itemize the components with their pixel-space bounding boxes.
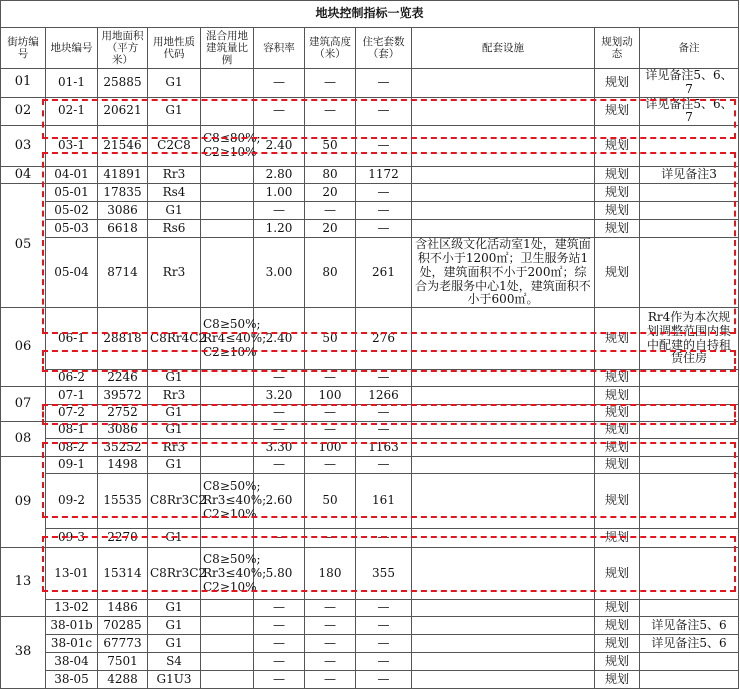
cell-status: 规划 (595, 457, 640, 474)
cell-facilities (412, 126, 595, 167)
table-row (1, 220, 739, 238)
cell-district: 09 (1, 457, 46, 548)
cell-note: 详见备注5、6 (640, 635, 739, 653)
cell-facilities (412, 422, 595, 439)
header-area: 用地面积（平方米） (98, 28, 148, 69)
table-row (1, 671, 739, 689)
cell-district: 38 (1, 617, 46, 689)
cell-note (640, 600, 739, 617)
cell-far: 3.20 (254, 387, 305, 405)
table-row (1, 202, 739, 220)
cell-status: 规划 (595, 167, 640, 184)
cell-area: 25885 (98, 69, 148, 98)
table-row (1, 405, 739, 422)
cell-note (640, 238, 739, 308)
cell-far: — (254, 69, 305, 98)
cell-far: — (254, 529, 305, 548)
cell-far: — (254, 370, 305, 387)
cell-area: 35252 (98, 439, 148, 457)
cell-parcel: 03-1 (46, 126, 98, 167)
cell-units: — (356, 457, 412, 474)
cell-district: 05 (1, 184, 46, 308)
cell-area: 3086 (98, 422, 148, 439)
cell-units: 355 (356, 548, 412, 600)
cell-units: — (356, 370, 412, 387)
cell-landuse: G1 (148, 69, 201, 98)
cell-height: — (305, 405, 356, 422)
cell-area: 7501 (98, 653, 148, 671)
cell-facilities (412, 474, 595, 529)
cell-parcel: 38-05 (46, 671, 98, 689)
cell-status: 规划 (595, 126, 640, 167)
cell-note (640, 457, 739, 474)
cell-mix: C8≥50%; Rr4≤40%; C2≥10% (201, 308, 254, 370)
cell-height: 20 (305, 220, 356, 238)
cell-status: 规划 (595, 405, 640, 422)
cell-landuse: G1 (148, 617, 201, 635)
cell-status: 规划 (595, 474, 640, 529)
cell-status: 规划 (595, 220, 640, 238)
cell-landuse: C8Rr4C2 (148, 308, 201, 370)
cell-height: — (305, 202, 356, 220)
cell-mix (201, 600, 254, 617)
cell-parcel: 09-1 (46, 457, 98, 474)
cell-units: — (356, 184, 412, 202)
cell-height: — (305, 617, 356, 635)
cell-height: — (305, 671, 356, 689)
cell-parcel: 38-01c (46, 635, 98, 653)
cell-units: — (356, 653, 412, 671)
header-parcel: 地块编号 (46, 28, 98, 69)
cell-note (640, 370, 739, 387)
cell-area: 2752 (98, 405, 148, 422)
cell-units: — (356, 635, 412, 653)
header-height: 建筑高度（米） (305, 28, 356, 69)
cell-status: 规划 (595, 529, 640, 548)
cell-landuse: G1 (148, 405, 201, 422)
cell-parcel: 08-2 (46, 439, 98, 457)
cell-mix (201, 97, 254, 126)
cell-status: 规划 (595, 202, 640, 220)
cell-facilities (412, 617, 595, 635)
cell-far: 5.80 (254, 548, 305, 600)
cell-area: 4288 (98, 671, 148, 689)
cell-district: 04 (1, 167, 46, 184)
header-district: 街坊编号 (1, 28, 46, 69)
table-row (1, 126, 739, 167)
cell-note (640, 548, 739, 600)
cell-status: 规划 (595, 439, 640, 457)
cell-mix (201, 238, 254, 308)
cell-facilities (412, 439, 595, 457)
cell-area: 39572 (98, 387, 148, 405)
cell-status: 规划 (595, 370, 640, 387)
cell-mix (201, 617, 254, 635)
cell-landuse: Rs6 (148, 220, 201, 238)
cell-parcel: 04-01 (46, 167, 98, 184)
cell-far: — (254, 617, 305, 635)
cell-units: — (356, 202, 412, 220)
cell-facilities (412, 653, 595, 671)
cell-note (640, 220, 739, 238)
cell-height: 50 (305, 474, 356, 529)
table-row (1, 370, 739, 387)
cell-parcel: 09-3 (46, 529, 98, 548)
cell-far: — (254, 635, 305, 653)
table-row (1, 635, 739, 653)
cell-far: — (254, 600, 305, 617)
cell-height: — (305, 653, 356, 671)
cell-parcel: 05-01 (46, 184, 98, 202)
cell-far: 2.40 (254, 308, 305, 370)
cell-parcel: 09-2 (46, 474, 98, 529)
cell-note (640, 184, 739, 202)
cell-parcel: 05-02 (46, 202, 98, 220)
cell-landuse: C8Rr3C2 (148, 548, 201, 600)
cell-mix (201, 220, 254, 238)
cell-note (640, 474, 739, 529)
cell-area: 1486 (98, 600, 148, 617)
cell-far: 1.00 (254, 184, 305, 202)
cell-far: 2.80 (254, 167, 305, 184)
cell-status: 规划 (595, 422, 640, 439)
cell-facilities (412, 457, 595, 474)
cell-mix (201, 635, 254, 653)
cell-units: 261 (356, 238, 412, 308)
cell-landuse: Rr3 (148, 439, 201, 457)
cell-far: — (254, 405, 305, 422)
cell-far: — (254, 202, 305, 220)
cell-status: 规划 (595, 69, 640, 98)
cell-height: — (305, 97, 356, 126)
cell-area: 8714 (98, 238, 148, 308)
table-row (1, 529, 739, 548)
cell-status: 规划 (595, 617, 640, 635)
cell-height: 100 (305, 439, 356, 457)
cell-landuse: G1 (148, 529, 201, 548)
cell-facilities (412, 97, 595, 126)
cell-facilities (412, 635, 595, 653)
cell-units: — (356, 600, 412, 617)
cell-landuse: G1 (148, 97, 201, 126)
cell-facilities: 含社区级文化活动室1处，建筑面积不小于1200㎡；卫生服务站1处，建筑面积不小于200㎡；综合为老服务中心1处，建筑面积不小于600㎡。 (412, 238, 595, 308)
cell-mix: C8≥50%; Rr3≤40%; C2≥10% (201, 548, 254, 600)
cell-height: 50 (305, 126, 356, 167)
cell-note (640, 439, 739, 457)
table-row (1, 167, 739, 184)
table-row (1, 97, 739, 126)
cell-mix (201, 529, 254, 548)
cell-mix (201, 69, 254, 98)
cell-units: — (356, 617, 412, 635)
cell-units: — (356, 529, 412, 548)
cell-status: 规划 (595, 600, 640, 617)
cell-units: — (356, 422, 412, 439)
cell-units: — (356, 69, 412, 98)
cell-landuse: C2C8 (148, 126, 201, 167)
cell-mix: C8≥50%; Rr3≤40%; C2≥10% (201, 474, 254, 529)
table-title: 地块控制指标一览表 (1, 1, 739, 28)
cell-landuse: G1 (148, 457, 201, 474)
cell-units: — (356, 671, 412, 689)
cell-area: 28818 (98, 308, 148, 370)
cell-facilities (412, 167, 595, 184)
cell-mix (201, 439, 254, 457)
cell-far: — (254, 97, 305, 126)
cell-mix (201, 184, 254, 202)
cell-district: 13 (1, 548, 46, 617)
cell-landuse: Rr3 (148, 387, 201, 405)
cell-parcel: 08-1 (46, 422, 98, 439)
table-row (1, 600, 739, 617)
cell-far: — (254, 671, 305, 689)
header-note: 备注 (640, 28, 739, 69)
cell-facilities (412, 308, 595, 370)
cell-far: — (254, 653, 305, 671)
cell-height: — (305, 69, 356, 98)
cell-status: 规划 (595, 548, 640, 600)
cell-parcel: 05-03 (46, 220, 98, 238)
cell-parcel: 06-2 (46, 370, 98, 387)
cell-landuse: S4 (148, 653, 201, 671)
cell-far: — (254, 422, 305, 439)
cell-height: — (305, 370, 356, 387)
cell-parcel: 38-04 (46, 653, 98, 671)
table-row (1, 422, 739, 439)
cell-facilities (412, 202, 595, 220)
header-status: 规划动态 (595, 28, 640, 69)
cell-facilities (412, 529, 595, 548)
cell-note (640, 529, 739, 548)
cell-units: — (356, 126, 412, 167)
cell-height: 80 (305, 167, 356, 184)
cell-area: 70285 (98, 617, 148, 635)
header-units: 住宅套数（套） (356, 28, 412, 69)
cell-mix (201, 405, 254, 422)
cell-mix (201, 370, 254, 387)
cell-units: 1266 (356, 387, 412, 405)
cell-status: 规划 (595, 238, 640, 308)
table-row (1, 69, 739, 98)
cell-height: — (305, 529, 356, 548)
cell-note (640, 653, 739, 671)
cell-facilities (412, 387, 595, 405)
cell-height: — (305, 635, 356, 653)
cell-units: — (356, 405, 412, 422)
table-row (1, 653, 739, 671)
cell-note (640, 405, 739, 422)
cell-height: 80 (305, 238, 356, 308)
cell-height: 100 (305, 387, 356, 405)
cell-mix: C8≤80%; C2≥10% (201, 126, 254, 167)
cell-district: 08 (1, 422, 46, 457)
cell-note: 详见备注5、6、7 (640, 69, 739, 98)
cell-area: 3086 (98, 202, 148, 220)
cell-height: 180 (305, 548, 356, 600)
cell-far: 3.00 (254, 238, 305, 308)
cell-mix (201, 457, 254, 474)
cell-far: 2.60 (254, 474, 305, 529)
cell-note (640, 671, 739, 689)
cell-status: 规划 (595, 184, 640, 202)
cell-height: 50 (305, 308, 356, 370)
cell-facilities (412, 405, 595, 422)
cell-district: 07 (1, 387, 46, 422)
cell-area: 2270 (98, 529, 148, 548)
cell-parcel: 13-02 (46, 600, 98, 617)
header-landuse: 用地性质代码 (148, 28, 201, 69)
cell-mix (201, 671, 254, 689)
cell-area: 67773 (98, 635, 148, 653)
cell-landuse: Rr3 (148, 238, 201, 308)
table-row (1, 387, 739, 405)
cell-status: 规划 (595, 671, 640, 689)
cell-facilities (412, 671, 595, 689)
cell-units: 161 (356, 474, 412, 529)
cell-area: 41891 (98, 167, 148, 184)
cell-units: 1163 (356, 439, 412, 457)
table-row (1, 457, 739, 474)
cell-note: 详见备注5、6 (640, 617, 739, 635)
cell-parcel: 02-1 (46, 97, 98, 126)
cell-landuse: G1 (148, 635, 201, 653)
cell-mix (201, 422, 254, 439)
cell-area: 2246 (98, 370, 148, 387)
cell-far: 1.20 (254, 220, 305, 238)
cell-area: 1498 (98, 457, 148, 474)
cell-landuse: Rs4 (148, 184, 201, 202)
cell-height: — (305, 457, 356, 474)
header-facilities: 配套设施 (412, 28, 595, 69)
cell-area: 21546 (98, 126, 148, 167)
cell-status: 规划 (595, 97, 640, 126)
table-row (1, 238, 739, 308)
cell-mix (201, 167, 254, 184)
cell-far: 3.30 (254, 439, 305, 457)
cell-note (640, 422, 739, 439)
cell-facilities (412, 184, 595, 202)
header-row (1, 28, 739, 69)
table-row (1, 474, 739, 529)
cell-parcel: 05-04 (46, 238, 98, 308)
cell-status: 规划 (595, 653, 640, 671)
cell-note: Rr4作为本次规划调整范围内集中配建的自持租赁住房 (640, 308, 739, 370)
cell-landuse: Rr3 (148, 167, 201, 184)
cell-area: 20621 (98, 97, 148, 126)
cell-status: 规划 (595, 635, 640, 653)
cell-note (640, 202, 739, 220)
cell-parcel: 38-01b (46, 617, 98, 635)
cell-units: 1172 (356, 167, 412, 184)
cell-mix (201, 202, 254, 220)
cell-height: — (305, 600, 356, 617)
cell-far: — (254, 457, 305, 474)
cell-height: — (305, 422, 356, 439)
cell-facilities (412, 600, 595, 617)
cell-parcel: 07-2 (46, 405, 98, 422)
cell-facilities (412, 69, 595, 98)
cell-far: 2.40 (254, 126, 305, 167)
cell-landuse: G1 (148, 370, 201, 387)
cell-parcel: 07-1 (46, 387, 98, 405)
table-row (1, 184, 739, 202)
cell-note (640, 126, 739, 167)
cell-landuse: G1 (148, 202, 201, 220)
cell-parcel: 06-1 (46, 308, 98, 370)
cell-district: 02 (1, 97, 46, 126)
table-row (1, 439, 739, 457)
cell-area: 6618 (98, 220, 148, 238)
cell-landuse: C8Rr3C2 (148, 474, 201, 529)
cell-note: 详见备注5、6、7 (640, 97, 739, 126)
cell-units: — (356, 97, 412, 126)
cell-facilities (412, 370, 595, 387)
cell-facilities (412, 548, 595, 600)
cell-units: — (356, 220, 412, 238)
cell-status: 规划 (595, 308, 640, 370)
cell-landuse: G1 (148, 600, 201, 617)
cell-height: 20 (305, 184, 356, 202)
cell-facilities (412, 220, 595, 238)
cell-mix (201, 387, 254, 405)
cell-area: 15314 (98, 548, 148, 600)
cell-landuse: G1 (148, 422, 201, 439)
cell-units: 276 (356, 308, 412, 370)
table-row (1, 617, 739, 635)
cell-status: 规划 (595, 387, 640, 405)
cell-parcel: 13-01 (46, 548, 98, 600)
cell-landuse: G1U3 (148, 671, 201, 689)
cell-district: 03 (1, 126, 46, 167)
header-far: 容积率 (254, 28, 305, 69)
cell-district: 06 (1, 308, 46, 387)
cell-note (640, 387, 739, 405)
cell-note: 详见备注3 (640, 167, 739, 184)
cell-district: 01 (1, 69, 46, 98)
header-mix: 混合用地建筑量比例 (201, 28, 254, 69)
cell-area: 17835 (98, 184, 148, 202)
cell-area: 15535 (98, 474, 148, 529)
cell-mix (201, 653, 254, 671)
cell-parcel: 01-1 (46, 69, 98, 98)
table-row (1, 548, 739, 600)
table-row (1, 308, 739, 370)
